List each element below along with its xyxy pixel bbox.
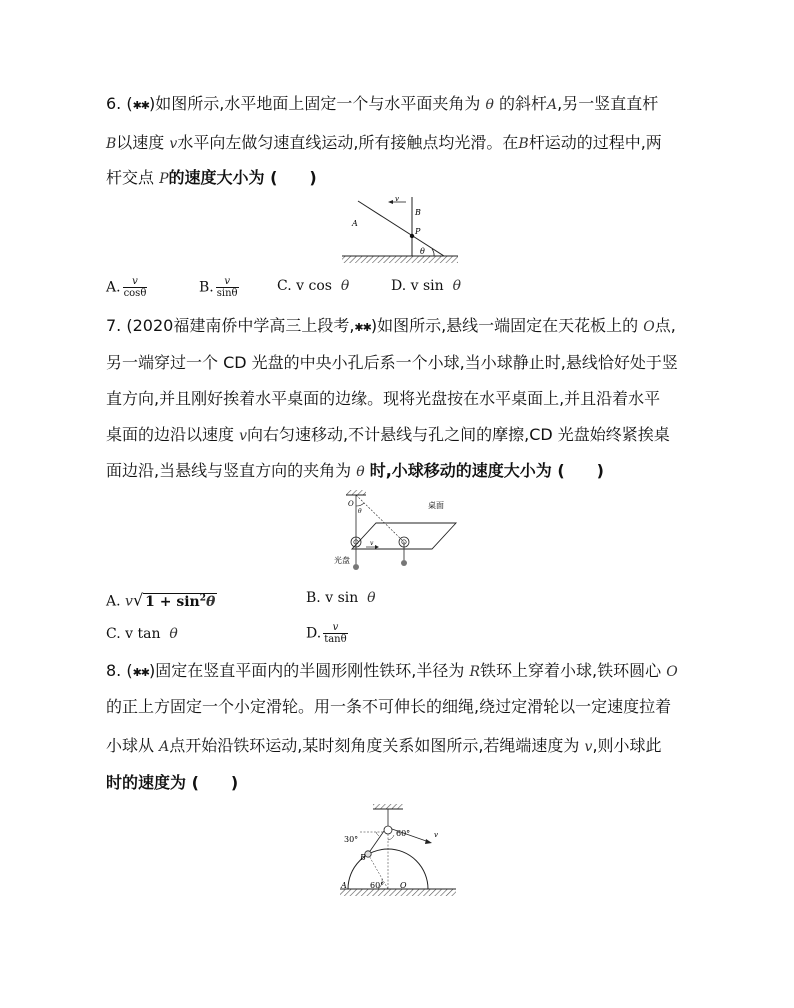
q6-option-a: A. $\frac{v}{\cos\theta}$	[106, 276, 147, 299]
q8-number: 8. (	[106, 661, 133, 680]
q6-fig-label-b: B	[415, 208, 421, 217]
q8-fig-label-60-bottom: 60°	[370, 881, 385, 890]
q6-option-d: D. v sin θ	[391, 278, 462, 294]
q8-line-3: 小球从 A点开始沿铁环运动,某时刻角度关系如图所示,若绳端速度为 v,则小球此	[106, 736, 662, 755]
difficulty-stars-icon: ✱✱	[132, 666, 150, 679]
q6-fig-label-v: v	[395, 195, 399, 203]
q6-point-p	[410, 234, 414, 238]
q6-fig-label-p: P	[415, 227, 421, 236]
q7-ball-left	[353, 564, 359, 570]
q7-source: 2020福建南侨中学高三上段考,	[132, 316, 355, 335]
q7-figure-cd-disc	[330, 488, 462, 574]
q6-line-3: 杆交点 P的速度大小为 ( )	[106, 168, 317, 187]
q7-line-5: 面边沿,当悬线与竖直方向的夹角为 θ 时,小球移动的速度大小为 ( )	[106, 461, 604, 480]
q6-rod-a	[358, 201, 444, 256]
q7-fig-label-theta: θ	[358, 508, 362, 515]
q8-ceiling-hatch	[373, 804, 403, 809]
q8-fig-label-v: v	[434, 831, 438, 839]
q8-arrow-head-icon	[425, 839, 432, 844]
q6-figure-incline	[340, 193, 460, 268]
difficulty-stars-icon: ✱✱	[132, 99, 150, 112]
q7-option-a: A. v√ $1 + \sin^2\theta$	[106, 590, 216, 610]
q6-ground-hatch	[342, 256, 458, 263]
q8-pulley	[384, 826, 392, 834]
q7-fig-label-table: 桌面	[428, 501, 444, 510]
q7-number: 7. (	[106, 316, 133, 335]
q7-fig-label-disc: 光盘	[334, 556, 350, 565]
q7-line-3: 直方向,并且刚好挨着水平桌面的边缘。现将光盘按在水平桌面上,并且沿着水平	[106, 389, 661, 408]
q6-fig-label-theta: θ	[420, 247, 425, 256]
q7-option-b: B. v sin θ	[306, 590, 376, 606]
q7-line-4: 桌面的边沿以速度 v向右匀速移动,不计悬线与孔之间的摩擦,CD 光盘始终紧挨桌	[106, 425, 670, 444]
q6-arrow-head-icon	[388, 200, 393, 204]
q6-option-c: C. v cos θ	[277, 278, 350, 294]
q7-line-1: 7. (2020福建南侨中学高三上段考,✱✱)如图所示,悬线一端固定在天花板上的 O点,	[106, 316, 676, 335]
q6-line-2: B以速度 v水平向左做匀速直线运动,所有接触点均光滑。在B杆运动的过程中,两	[106, 133, 662, 152]
q6-fig-label-a: A	[352, 219, 358, 228]
q6-option-b: B. $\frac{v}{\sin\theta}$	[199, 276, 238, 299]
q8-fig-label-a: A	[341, 881, 347, 890]
q6-angle-arc	[432, 249, 434, 256]
q8-ground-hatch	[340, 889, 456, 896]
q8-fig-label-o: O	[400, 881, 407, 890]
q6-line-1: 6. (✱✱)如图所示,水平地面上固定一个与水平面夹角为 θ 的斜杆A,另一竖直直杆	[106, 94, 659, 113]
q8-fig-label-60-top: 60°	[396, 829, 411, 838]
q8-figure-ring	[336, 802, 460, 900]
q7-line-2: 另一端穿过一个 CD 光盘的中央小孔后系一个小球,当小球静止时,悬线恰好处于竖	[106, 353, 678, 372]
sqrt-icon: √	[132, 590, 144, 610]
q7-ball-right	[401, 560, 407, 566]
q7-ceiling-hatch	[346, 490, 366, 495]
q8-line-1: 8. (✱✱)固定在竖直平面内的半圆形刚性铁环,半径为 R铁环上穿着小球,铁环圆心 O	[106, 661, 678, 680]
q7-fig-label-o: O	[348, 500, 354, 508]
q8-line-4: 时的速度为 ( )	[106, 773, 239, 792]
q6-number: 6. (	[106, 94, 133, 113]
q8-fig-label-b: B	[360, 853, 366, 862]
q8-line-2: 的正上方固定一个小定滑轮。用一条不可伸长的细绳,绕过定滑轮以一定速度拉着	[106, 697, 672, 716]
q7-angle-arc	[356, 503, 364, 506]
q7-arrow-head-icon	[375, 545, 379, 549]
q7-fig-label-v: v	[370, 540, 374, 547]
q7-string-slanted	[356, 495, 404, 542]
q8-fig-label-30: 30°	[344, 835, 359, 844]
q7-option-d: D. $\frac{v}{\tan\theta}$	[306, 622, 347, 645]
difficulty-stars-icon: ✱✱	[354, 321, 371, 334]
q7-option-c: C. v tan θ	[106, 626, 178, 642]
